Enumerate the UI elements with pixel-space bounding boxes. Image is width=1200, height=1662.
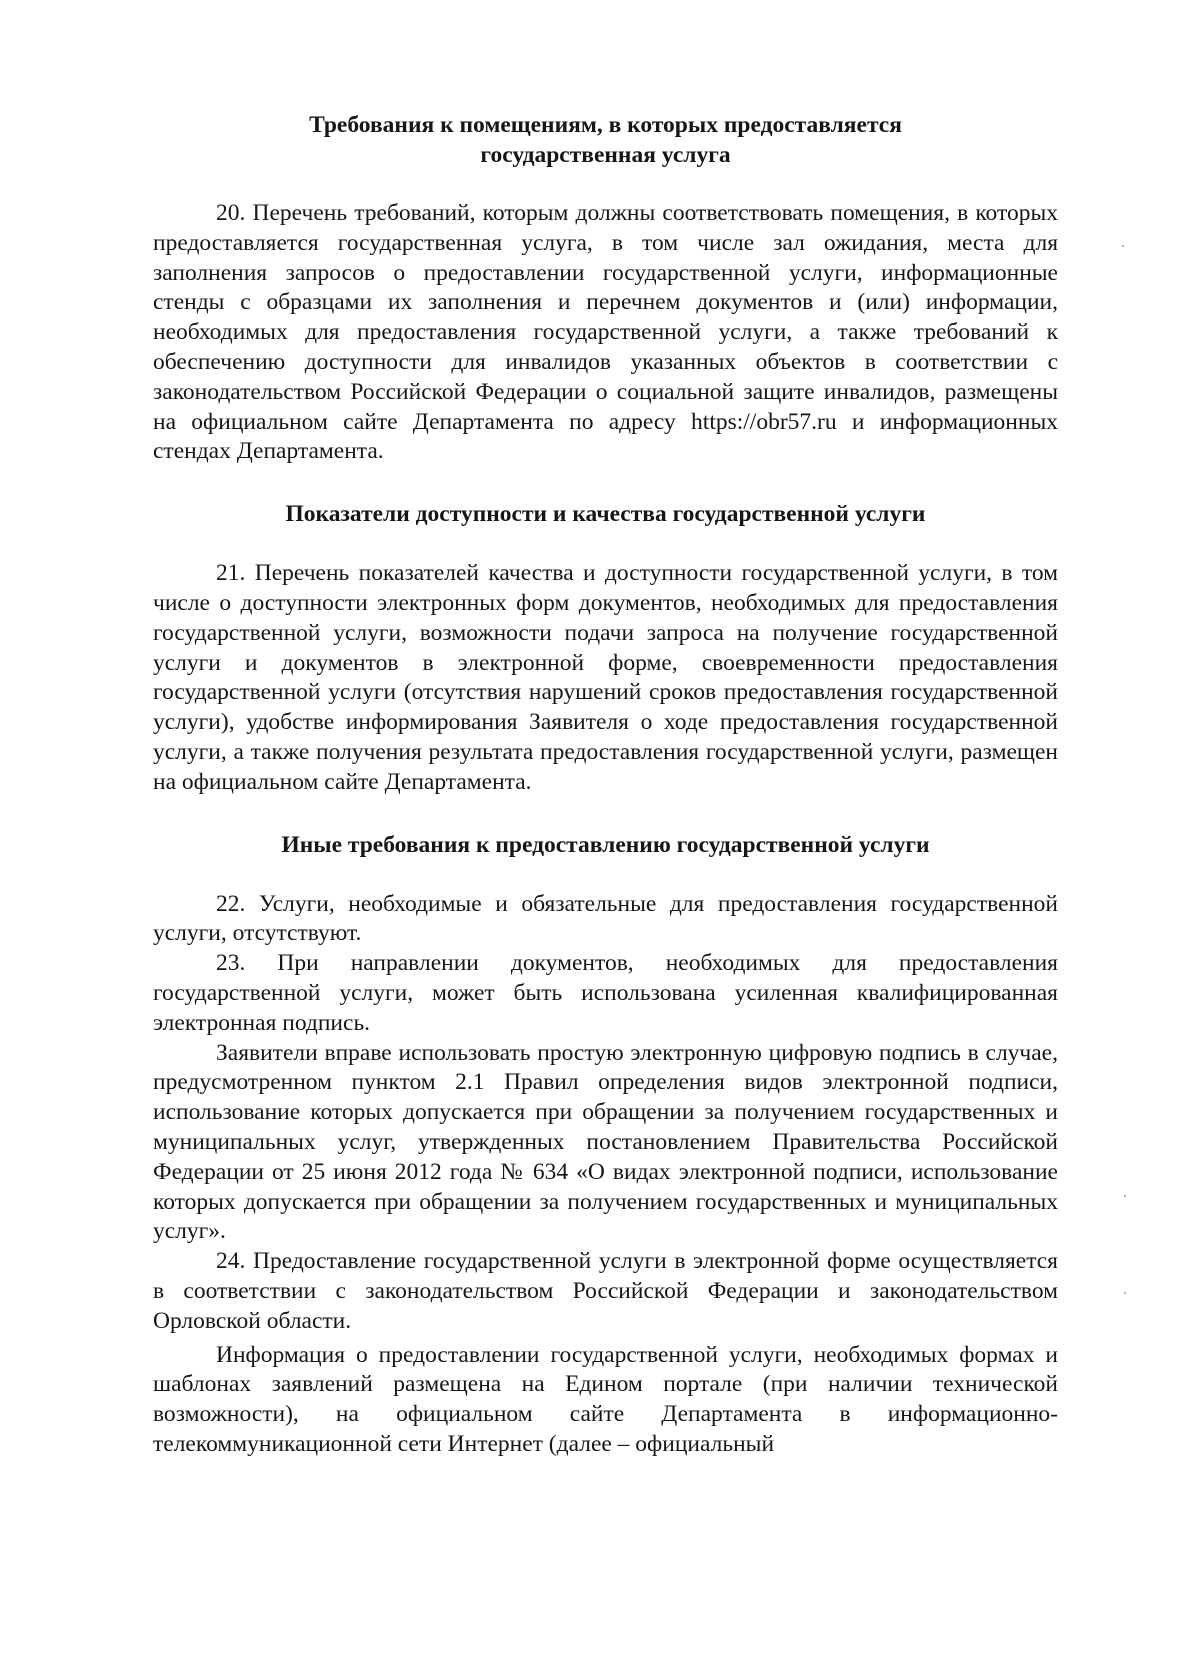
- paragraph-23: 23. При направлении документов, необходимых для предоставления государственной услуги, может быть использована усиленная квалифицированная электронная подпись.: [153, 950, 1058, 1036]
- document-page: [153, 110, 1058, 1460]
- paragraph-21: 21. Перечень показателей качества и доступности государственной услуги, в том числе о доступности электронных форм документов, необходимых для предоставления государственной услуги, возможности подачи запроса на получение государственной услуги и документов в электронной форме, своевременности предоставления государственной услуги (отсутствия нарушений сроков предоставления государственной услуги), удобстве информирования Заявителя о ходе предоставления государственной услуги, а также получения результата предоставления государственной услуги, размещен на официальном сайте Департамента.: [153, 560, 1058, 795]
- scan-speck: [1122, 245, 1124, 247]
- scan-speck: [1124, 1195, 1126, 1197]
- scan-speck: [1124, 1292, 1126, 1294]
- section-heading-line-2: государственная услуга: [480, 142, 731, 168]
- section-premises-requirements: [153, 110, 1058, 467]
- paragraph-23-continuation: Заявители вправе использовать простую электронную цифровую подпись в случае, предусмотренном пунктом 2.1 Правил определения видов электронной подписи, использование которых допускается при обращении за получением государственных и муниципальных услуг, утвержденных постановлением Правительства Российской Федерации от 25 июня 2012 года № 634 «О видах электронной подписи, использование которых допускается при обращении за получением государственных и муниципальных услуг».: [153, 1039, 1058, 1245]
- section-heading: [153, 110, 1058, 170]
- paragraph-20: 20. Перечень требований, которым должны соответствовать помещения, в которых предоставляется государственная услуга, в том числе зал ожидания, места для заполнения запросов о предоставлении государственной услуги, информационные стенды с образцами их заполнения и перечнем документов и (или) информации, необходимых для предоставления государственной услуги, а также требований к обеспечению доступности для инвалидов указанных объектов в соответствии с законодательством Российской Федерации о социальной защите инвалидов, размещены на официальном сайте Департамента по адресу https://obr57.ru и информационных стендах Департамента.: [153, 200, 1058, 465]
- paragraph-24: 24. Предоставление государственной услуги в электронной форме осуществляется в соответствии с законодательством Российской Федерации и законодательством Орловской области.: [153, 1248, 1058, 1334]
- section-other-requirements: [153, 830, 1058, 1460]
- paragraph-24-continuation: Информация о предоставлении государственной услуги, необходимых формах и шаблонах заявлений размещена на Едином портале (при наличии технической возможности), на официальном сайте Департамента в информационно-телекоммуникационной сети Интернет (далее – официальный: [153, 1341, 1058, 1457]
- section-availability-indicators: [153, 499, 1058, 797]
- section-heading-line-1: Требования к помещениям, в которых предоставляется: [309, 112, 902, 138]
- section-heading: Иные требования к предоставлению государственной услуги: [281, 831, 930, 858]
- paragraph-22: 22. Услуги, необходимые и обязательные для предоставления государственной услуги, отсутствуют.: [153, 890, 1058, 947]
- section-heading: Показатели доступности и качества государственной услуги: [285, 501, 926, 528]
